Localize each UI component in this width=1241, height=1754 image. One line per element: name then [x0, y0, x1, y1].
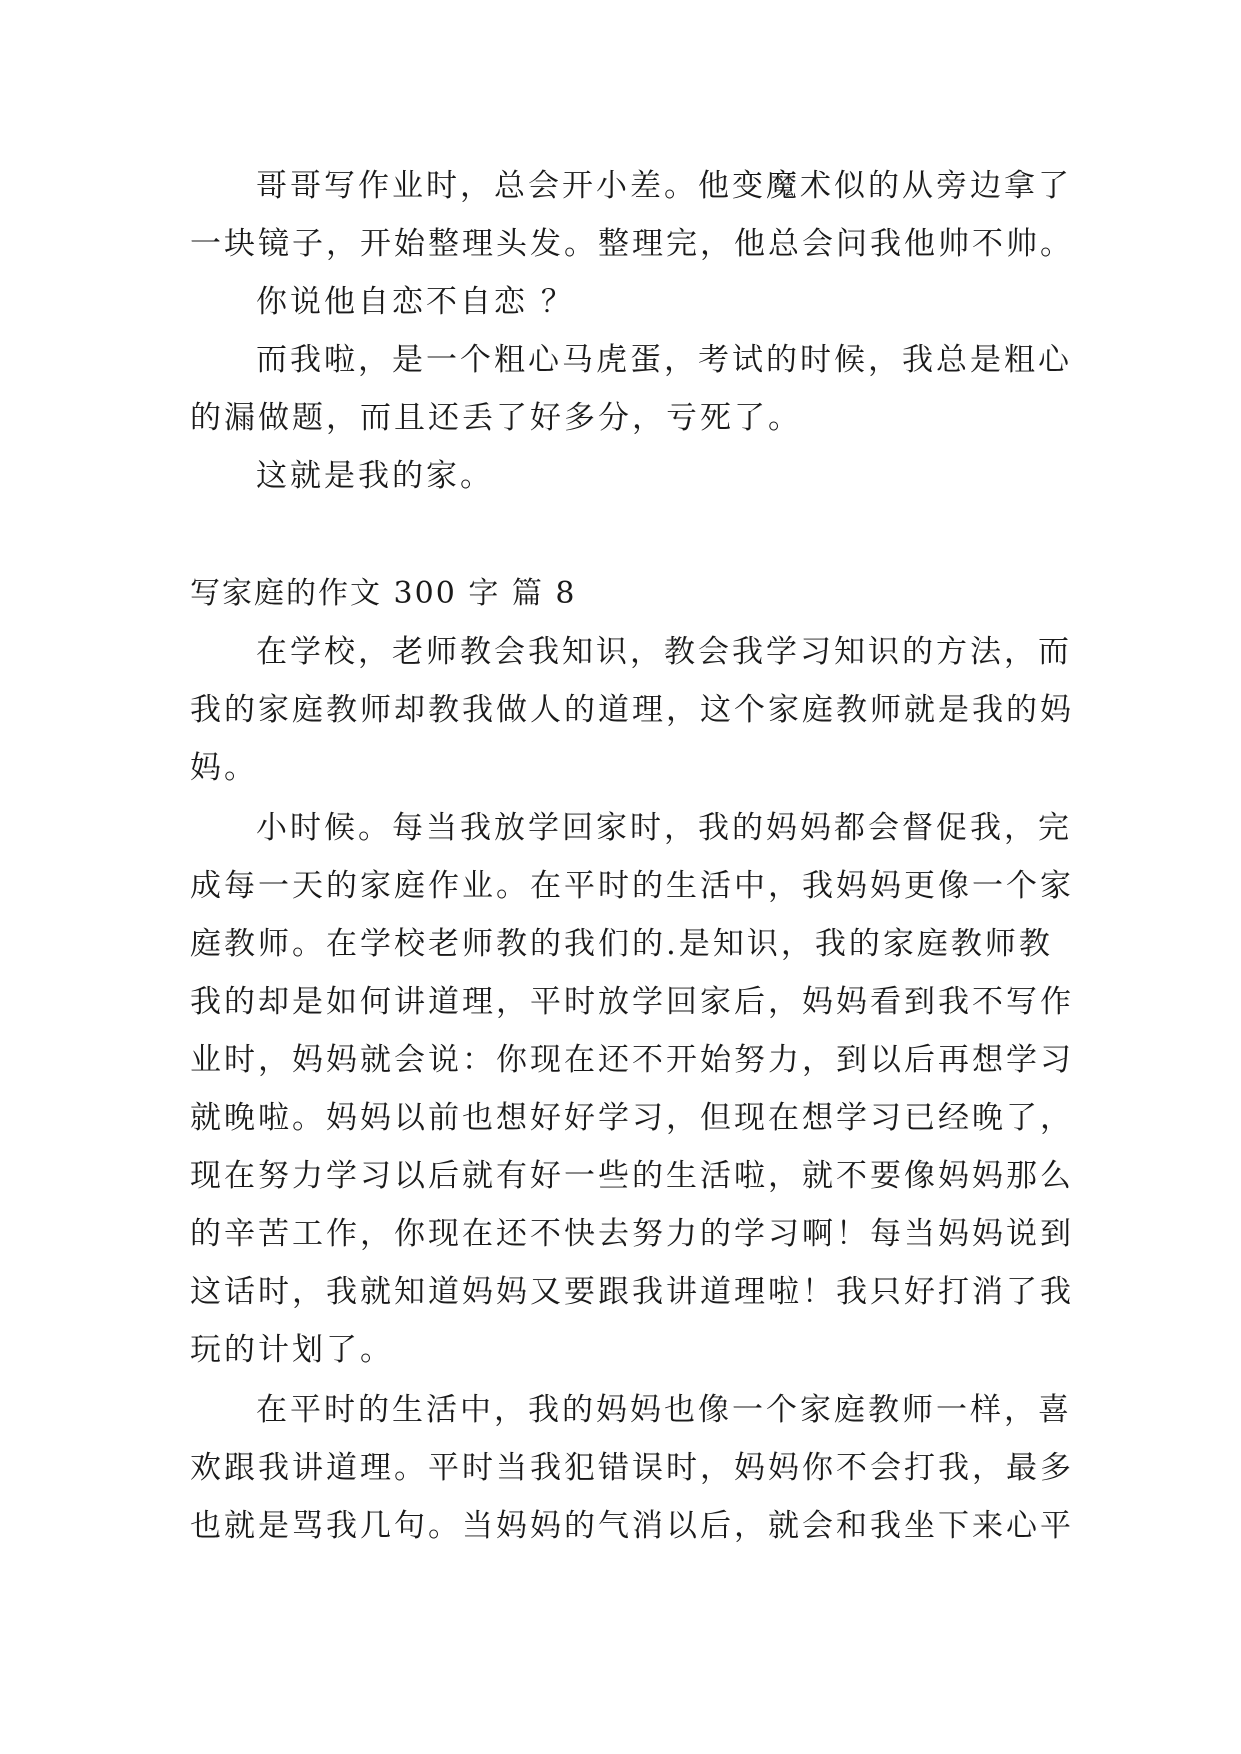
- paragraph-line: 而我啦，是一个粗心马虎蛋，考试的时候，我总是粗心: [256, 342, 1072, 378]
- paragraph-line: 的辛苦工作，你现在还不快去努力的学习啊！每当妈妈说到: [190, 1216, 1074, 1252]
- paragraph-line: 妈。: [190, 750, 258, 786]
- paragraph-line: 庭教师。在学校老师教的我们的.是知识，我的家庭教师教: [190, 926, 1053, 962]
- paragraph-line: 欢跟我讲道理。平时当我犯错误时，妈妈你不会打我，最多: [190, 1450, 1074, 1486]
- paragraph-line: 一块镜子，开始整理头发。整理完，他总会问我他帅不帅。: [190, 226, 1074, 262]
- paragraph-line: 玩的计划了。: [190, 1332, 394, 1368]
- paragraph-line: 就晚啦。妈妈以前也想好好学习，但现在想学习已经晚了，: [190, 1100, 1074, 1136]
- paragraph-line: 业时，妈妈就会说：你现在还不开始努力，到以后再想学习: [190, 1042, 1074, 1078]
- paragraph-line: 这话时，我就知道妈妈又要跟我讲道理啦！我只好打消了我: [190, 1274, 1074, 1310]
- paragraph-line: 小时候。每当我放学回家时，我的妈妈都会督促我，完: [256, 810, 1072, 846]
- paragraph-line: 在平时的生活中，我的妈妈也像一个家庭教师一样，喜: [256, 1392, 1072, 1428]
- paragraph-line: 在学校，老师教会我知识，教会我学习知识的方法，而: [256, 634, 1072, 670]
- paragraph-line: 这就是我的家。: [256, 458, 494, 494]
- paragraph-line: 现在努力学习以后就有好一些的生活啦，就不要像妈妈那么: [190, 1158, 1074, 1194]
- paragraph-line: 我的家庭教师却教我做人的道理，这个家庭教师就是我的妈: [190, 692, 1074, 728]
- paragraph-line: 成每一天的家庭作业。在平时的生活中，我妈妈更像一个家: [190, 868, 1074, 904]
- paragraph-line: 我的却是如何讲道理，平时放学回家后，妈妈看到我不写作: [190, 984, 1074, 1020]
- section-heading: 写家庭的作文 300 字 篇 8: [190, 576, 577, 611]
- paragraph-line: 的漏做题，而且还丢了好多分，亏死了。: [190, 400, 802, 436]
- paragraph-line: 你说他自恋不自恋 ？: [256, 284, 575, 320]
- paragraph-line: 哥哥写作业时，总会开小差。他变魔术似的从旁边拿了: [256, 168, 1072, 204]
- paragraph-line: 也就是骂我几句。当妈妈的气消以后，就会和我坐下来心平: [190, 1508, 1074, 1544]
